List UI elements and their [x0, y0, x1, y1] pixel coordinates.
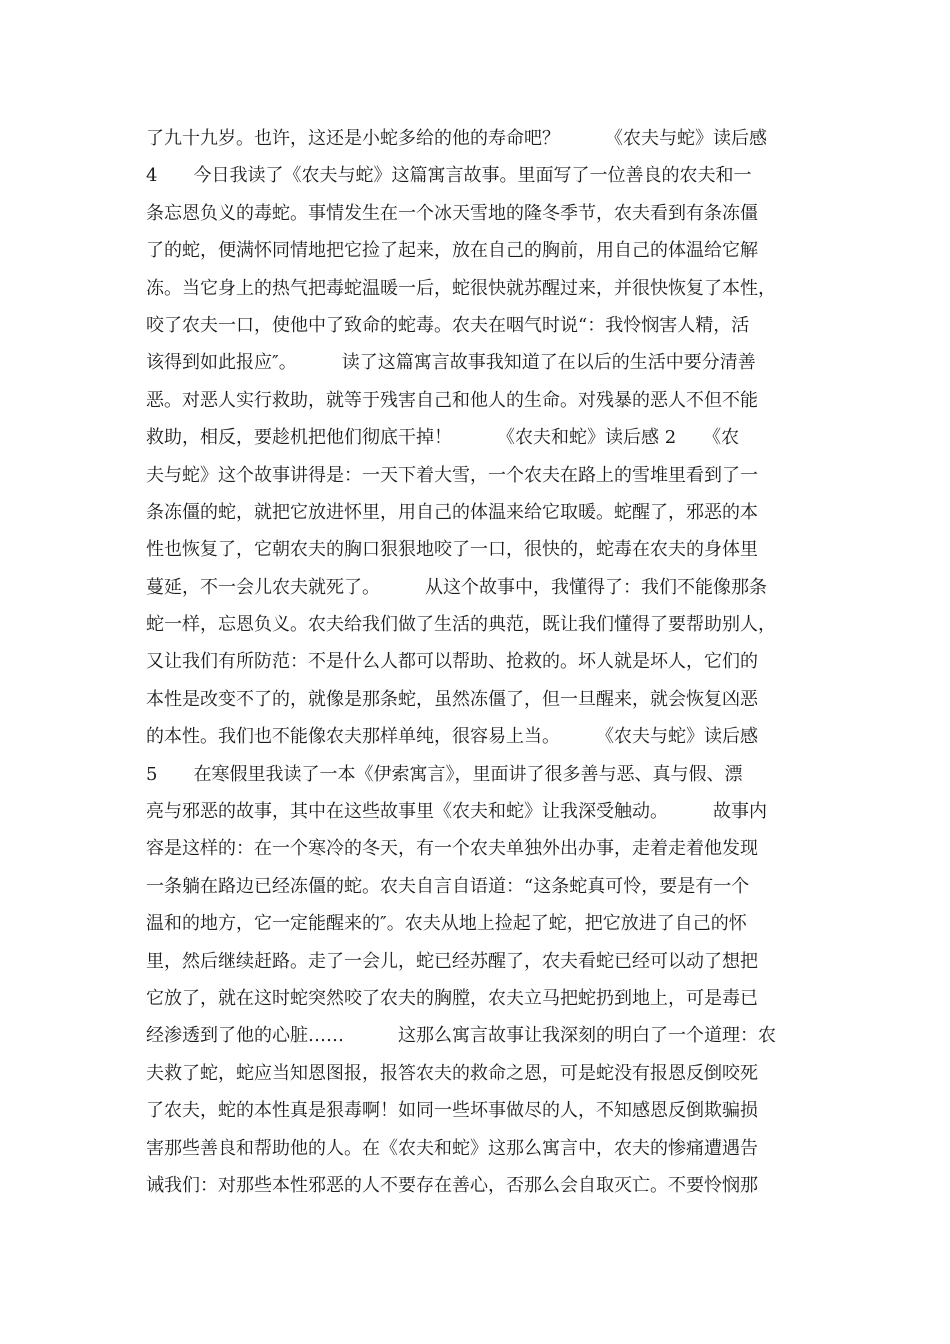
- text-line: 又让我们有所防范：不是什么人都可以帮助、抢救的。坏人就是坏人，它们的: [146, 651, 758, 673]
- text-line: 它放了，就在这时蛇突然咬了农夫的胸膛，农夫立马把蛇扔到地上，可是毒已: [146, 987, 758, 1009]
- text-line: 性也恢复了，它朝农夫的胸口狠狠地咬了一口，很快的，蛇毒在农夫的身体里: [146, 539, 758, 561]
- text-line: 5 在寒假里我读了一本《伊索寓言》，里面讲了很多善与恶、真与假、漂: [146, 763, 743, 785]
- text-line: 了九十九岁。也许，这还是小蛇多给的他的寿命吧？ 《农夫与蛇》读后感: [146, 128, 767, 149]
- text-line: 条冻僵的蛇，就把它放进怀里，用自己的体温来给它取暖。蛇醒了，邪恶的本: [146, 501, 758, 523]
- text-line: 诫我们：对那些本性邪恶的人不要存在善心，否那么会自取灭亡。不要怜悯那: [146, 1174, 758, 1196]
- text-line: 的本性。我们也不能像农夫那样单纯，很容易上当。 《农夫与蛇》读后感: [146, 726, 758, 748]
- text-line: 夫与蛇》这个故事讲得是：一天下着大雪，一个农夫在路上的雪堆里看到了一: [146, 464, 758, 486]
- text-line: 咬了农夫一口，使他中了致命的蛇毒。农夫在咽气时说“：我怜悯害人精，活: [146, 314, 750, 336]
- text-line: 该得到如此报应″。 读了这篇寓言故事我知道了在以后的生活中要分清善: [146, 352, 756, 374]
- text-line: 经渗透到了他的心脏…… 这那么寓言故事让我深刻的明白了一个道理：农: [146, 1025, 776, 1047]
- text-line: 蛇一样，忘恩负义。农夫给我们做了生活的典范，既让我们懂得了要帮助别人，: [146, 614, 776, 636]
- text-line: 温和的地方，它一定能醒来的″。农夫从地上捡起了蛇，把它放进了自己的怀: [146, 913, 747, 935]
- text-line: 亮与邪恶的故事，其中在这些故事里《农夫和蛇》让我深受触动。 故事内: [146, 801, 767, 823]
- text-line: 救助，相反，要趁机把他们彻底干掉！ 《农夫和蛇》读后感 2 《农: [146, 427, 740, 449]
- text-line: 里，然后继续赶路。走了一会儿，蛇已经苏醒了，农夫看蛇已经可以动了想把: [146, 950, 758, 972]
- text-line: 了农夫，蛇的本性真是狠毒啊！如同一些坏事做尽的人，不知感恩反倒欺骗损: [146, 1100, 758, 1122]
- text-line: 蔓延，不一会儿农夫就死了。 从这个故事中，我懂得了：我们不能像那条: [146, 576, 767, 598]
- text-line: 条忘恩负义的毒蛇。事情发生在一个冰天雪地的隆冬季节，农夫看到有条冻僵: [146, 202, 758, 224]
- text-line: 夫救了蛇，蛇应当知恩图报，报答农夫的救命之恩，可是蛇没有报恩反倒咬死: [146, 1062, 758, 1084]
- text-line: 4 今日我读了《农夫与蛇》这篇寓言故事。里面写了一位善良的农夫和一: [146, 165, 752, 187]
- text-line: 害那些善良和帮助他的人。在《农夫和蛇》这那么寓言中，农夫的惨痛遭遇告: [146, 1137, 758, 1159]
- text-line: 本性是改变不了的，就像是那条蛇，虽然冻僵了，但一旦醒来，就会恢复凶恶: [146, 688, 758, 710]
- text-line: 容是这样的：在一个寒冷的冬天，有一个农夫单独外出办事，走着走着他发现: [146, 838, 758, 860]
- text-line: 恶。对恶人实行救助，就等于残害自己和他人的生命。对残暴的恶人不但不能: [146, 389, 758, 411]
- text-line: 冻。当它身上的热气把毒蛇温暖一后，蛇很快就苏醒过来，并很快恢复了本性，: [146, 277, 776, 299]
- text-line: 了的蛇，便满怀同情地把它捡了起来，放在自己的胸前，用自己的体温给它解: [146, 240, 758, 262]
- body-text: [146, 120, 810, 1204]
- text-line: 一条躺在路边已经冻僵的蛇。农夫自言自语道：“这条蛇真可怜，要是有一个: [146, 875, 750, 897]
